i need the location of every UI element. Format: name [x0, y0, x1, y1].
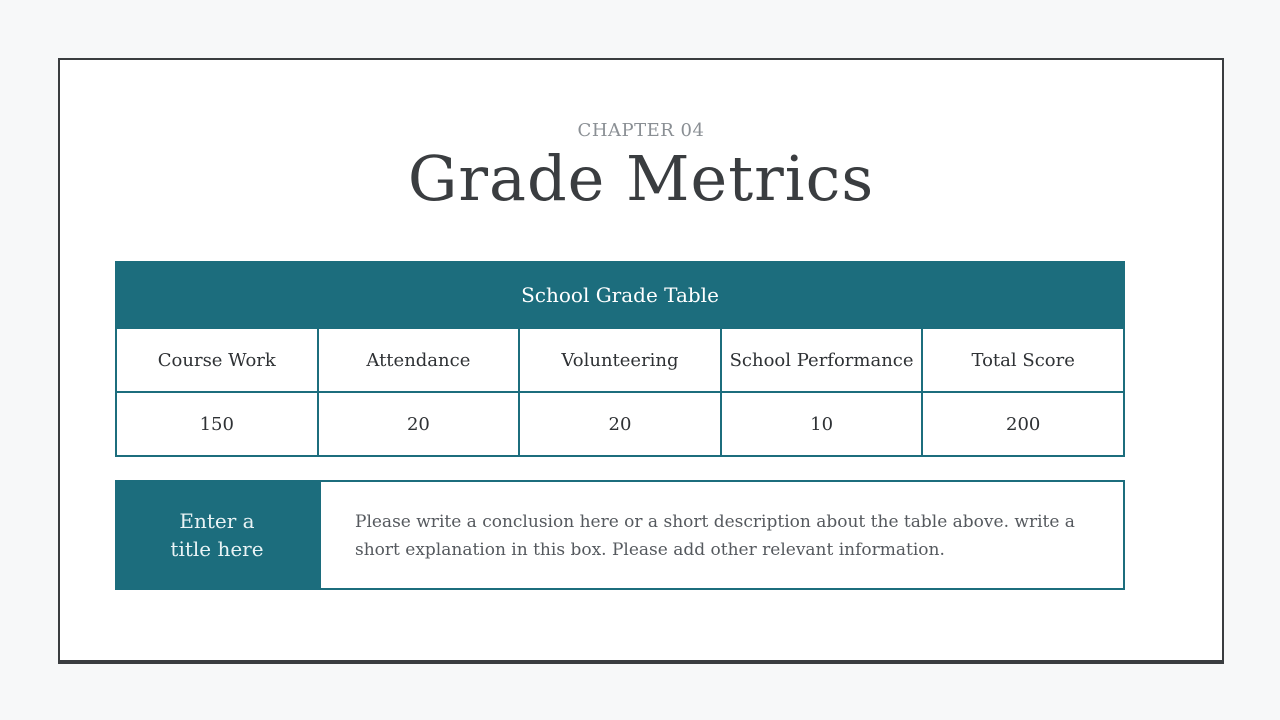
header-cell-school-performance: School Performance: [721, 328, 923, 392]
summary-title: Enter a title here: [170, 509, 264, 561]
summary-title-box: [115, 480, 319, 590]
slide: [58, 58, 1224, 664]
summary-text: Please write a conclusion here or a short description about the table above. write a short explanation in this box. Please add other relevant information.: [355, 512, 1075, 560]
table-caption-row: [116, 262, 1124, 328]
table-row: [116, 392, 1124, 456]
grade-table: [115, 261, 1125, 457]
value-cell-school-performance: 10: [721, 392, 923, 456]
chapter-label: CHAPTER 04: [577, 120, 705, 141]
header-cell-total-score: Total Score: [922, 328, 1124, 392]
summary-text-box: [319, 480, 1125, 590]
header-cell-course-work: Course Work: [116, 328, 318, 392]
table-caption: School Grade Table: [116, 262, 1124, 328]
header-cell-volunteering: Volunteering: [519, 328, 721, 392]
value-cell-attendance: 20: [318, 392, 520, 456]
value-cell-volunteering: 20: [519, 392, 721, 456]
value-cell-total-score: 200: [922, 392, 1124, 456]
page-title: Grade Metrics: [407, 142, 875, 215]
table-header-row: [116, 328, 1124, 392]
value-cell-course-work: 150: [116, 392, 318, 456]
header-cell-attendance: Attendance: [318, 328, 520, 392]
summary-section: [115, 480, 1125, 590]
